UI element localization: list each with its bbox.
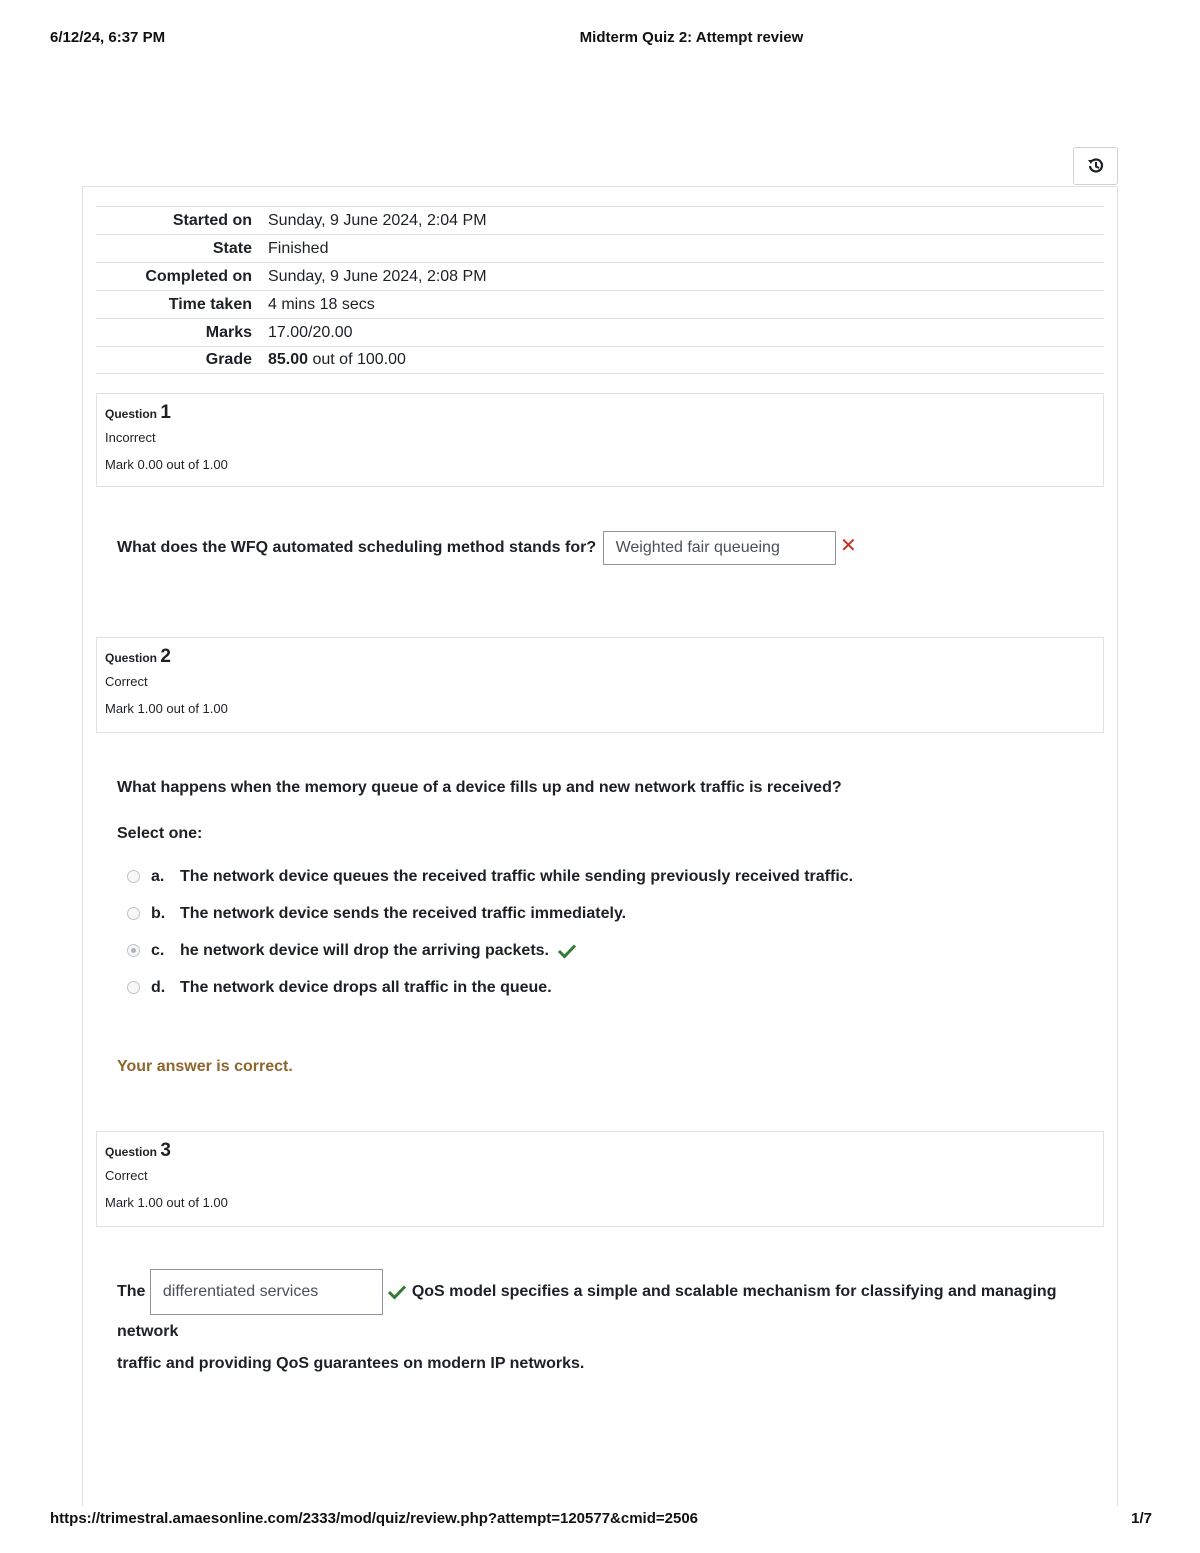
print-url: https://trimestral.amaesonline.com/2333/mod/quiz/review.php?attempt=120577&cmid=2506: [50, 1510, 699, 1527]
question-3-text-after: QoS model specifies a simple and scalable mechanism for classifying and managing network: [117, 1283, 1057, 1340]
question-word: Question: [105, 651, 158, 665]
question-number: [105, 1140, 1095, 1162]
attempt-summary-table: [96, 206, 1104, 374]
question-number: [105, 646, 1095, 668]
option-d[interactable]: [127, 969, 853, 1006]
option-text: The network device queues the received traffic while sending previously received traffic.: [180, 867, 854, 885]
summary-row-state: [96, 234, 1104, 262]
history-icon: [1086, 156, 1106, 176]
option-b[interactable]: [127, 895, 853, 932]
question-3-text: [117, 1269, 1092, 1381]
check-icon: [387, 1284, 407, 1300]
radio-button[interactable]: [127, 870, 140, 883]
question-2-options: [127, 858, 853, 1006]
question-2-select-prompt: Select one:: [117, 825, 203, 842]
summary-row-started: [96, 206, 1104, 234]
summary-label: State: [212, 239, 252, 257]
radio-button[interactable]: [127, 981, 140, 994]
summary-label: Time taken: [168, 295, 252, 313]
question-3-text-before: The: [117, 1283, 146, 1301]
question-2-info: [96, 637, 1104, 733]
summary-label: Grade: [205, 351, 252, 368]
summary-value: Sunday, 9 June 2024, 2:04 PM: [268, 211, 487, 229]
question-state: Correct: [105, 674, 148, 689]
grade-value: 85.00: [268, 351, 309, 368]
question-number-value: 1: [160, 402, 171, 423]
question-number: [105, 402, 1095, 424]
question-mark: Mark 1.00 out of 1.00: [105, 701, 228, 716]
summary-label: Marks: [205, 323, 252, 341]
summary-row-time-taken: [96, 290, 1104, 318]
radio-button[interactable]: [127, 907, 140, 920]
question-1-info: [96, 393, 1104, 487]
question-mark: Mark 1.00 out of 1.00: [105, 1195, 228, 1210]
question-word: Question: [105, 1145, 158, 1159]
question-3-info: [96, 1131, 1104, 1227]
question-number-value: 2: [160, 646, 171, 667]
summary-value: Sunday, 9 June 2024, 2:08 PM: [268, 267, 487, 285]
question-state: Correct: [105, 1168, 148, 1183]
summary-row-completed: [96, 262, 1104, 290]
cross-icon: ✕: [840, 535, 857, 558]
option-letter: c.: [151, 941, 165, 959]
question-1-text: [117, 531, 857, 565]
question-2-text: What happens when the memory queue of a device fills up and new network traffic is received?: [117, 779, 842, 796]
summary-value: 17.00/20.00: [268, 323, 353, 341]
summary-row-marks: [96, 318, 1104, 346]
option-text: The network device sends the received traffic immediately.: [180, 904, 627, 922]
question-3-answer-field[interactable]: differentiated services: [150, 1269, 383, 1315]
summary-label: Started on: [172, 211, 252, 229]
check-icon: [557, 943, 577, 959]
print-date: 6/12/24, 6:37 PM: [50, 29, 166, 46]
option-a[interactable]: [127, 858, 853, 895]
question-1-prompt: What does the WFQ automated scheduling method stands for?: [117, 539, 597, 557]
grade-suffix: out of 100.00: [308, 351, 406, 368]
attempt-history-button[interactable]: [1073, 147, 1118, 185]
summary-label: Completed on: [145, 267, 252, 285]
option-text: he network device will drop the arriving packets.: [180, 941, 549, 959]
question-2-feedback: Your answer is correct.: [117, 1058, 293, 1075]
option-text: The network device drops all traffic in the queue.: [180, 978, 552, 996]
option-letter: b.: [151, 904, 166, 922]
question-mark: Mark 0.00 out of 1.00: [105, 457, 228, 472]
print-page-number: 1/7: [1131, 1510, 1152, 1527]
print-header: [0, 29, 1200, 49]
option-letter: a.: [151, 867, 165, 885]
question-state: Incorrect: [105, 430, 156, 445]
summary-row-grade: [96, 346, 1104, 374]
summary-value: [252, 351, 406, 369]
option-letter: d.: [151, 978, 166, 996]
question-3-text-line2: traffic and providing QoS guarantees on modern IP networks.: [117, 1355, 585, 1372]
summary-value: Finished: [268, 239, 329, 257]
print-title: Midterm Quiz 2: Attempt review: [579, 29, 804, 46]
question-word: Question: [105, 407, 158, 421]
question-number-value: 3: [160, 1140, 171, 1161]
summary-value: 4 mins 18 secs: [268, 295, 375, 313]
question-1-answer-field[interactable]: Weighted fair queueing: [603, 531, 836, 565]
option-c[interactable]: [127, 932, 853, 969]
radio-button-selected[interactable]: [127, 944, 140, 957]
